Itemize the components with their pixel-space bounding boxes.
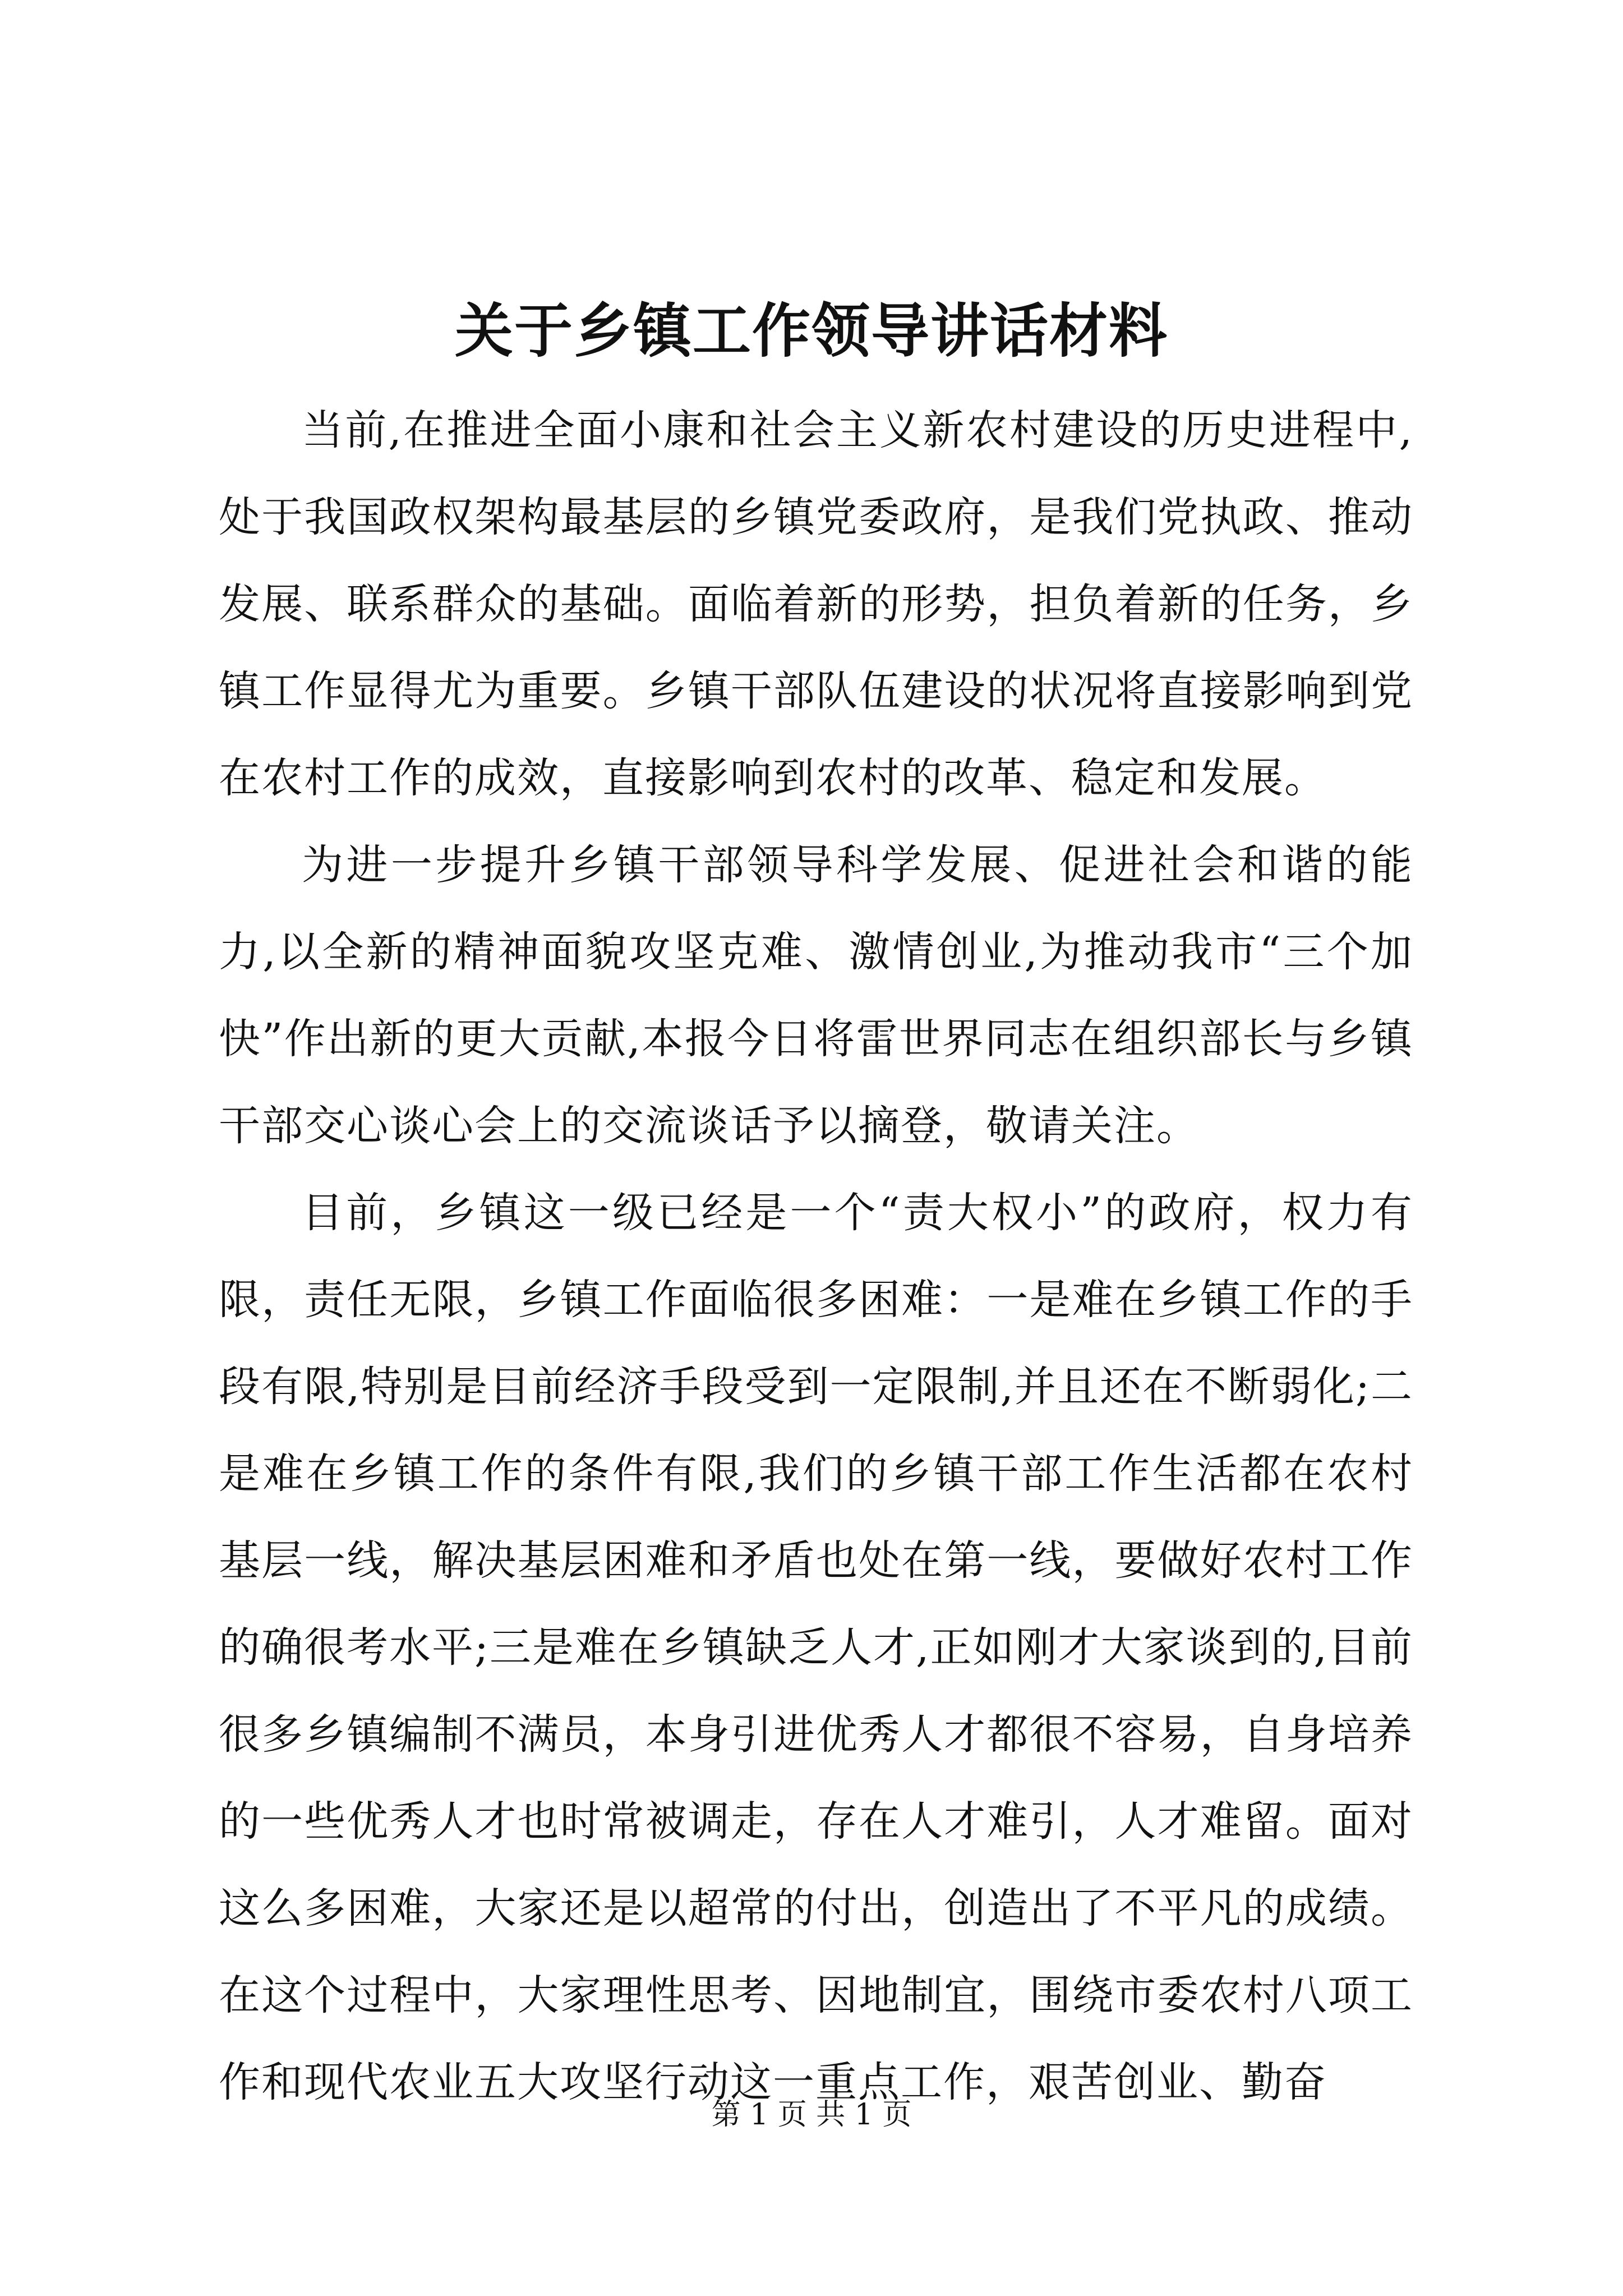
document-title: 关于乡镇工作领导讲话材料 — [454, 296, 1168, 365]
paragraph-1: 当前,在推进全面小康和社会主义新农村建设的历史进程中,处于我国政权架构最基层的乡镇党委政府，是我们党执政、推动发展、联系群众的基础。面临着新的形势，担负着新的任务，乡镇工作显得尤为重要。乡镇干部队伍建设的状况将直接影响到党在农村工作的成效，直接影响到农村的改革、稳定和发展。 — [219, 406, 1413, 802]
document-body — [219, 387, 1413, 2126]
paragraph-3: 目前，乡镇这一级已经是一个“责大权小”的政府，权力有限，责任无限，乡镇工作面临很多困难：一是难在乡镇工作的手段有限,特别是目前经济手段受到一定限制,并且还在不断弱化;二是难在乡镇工作的条件有限,我们的乡镇干部工作生活都在农村基层一线，解决基层困难和矛盾也处在第一线，要做好农村工作的确很考水平;三是难在乡镇缺乏人才,正如刚才大家谈到的,目前很多乡镇编制不满员，本身引进优秀人才都很不容易，自身培养的一些优秀人才也时常被调走，存在人才难引，人才难留。面对这么多困难，大家还是以超常的付出，创造出了不平凡的成绩。在这个过程中，大家理性思考、因地制宜，围绕市委农村八项工作和现代农业五大攻坚行动这一重点工作，艰苦创业、勤奋 — [219, 1189, 1413, 2106]
page-footer: 第 1 页 共 1 页 — [711, 2098, 912, 2132]
paragraph-2: 为进一步提升乡镇干部领导科学发展、促进社会和谐的能力,以全新的精神面貌攻坚克难、激情创业,为推动我市“三个加快”作出新的更大贡献,本报今日将雷世界同志在组织部长与乡镇干部交心谈心会上的交流谈话予以摘登，敬请关注。 — [219, 841, 1413, 1150]
